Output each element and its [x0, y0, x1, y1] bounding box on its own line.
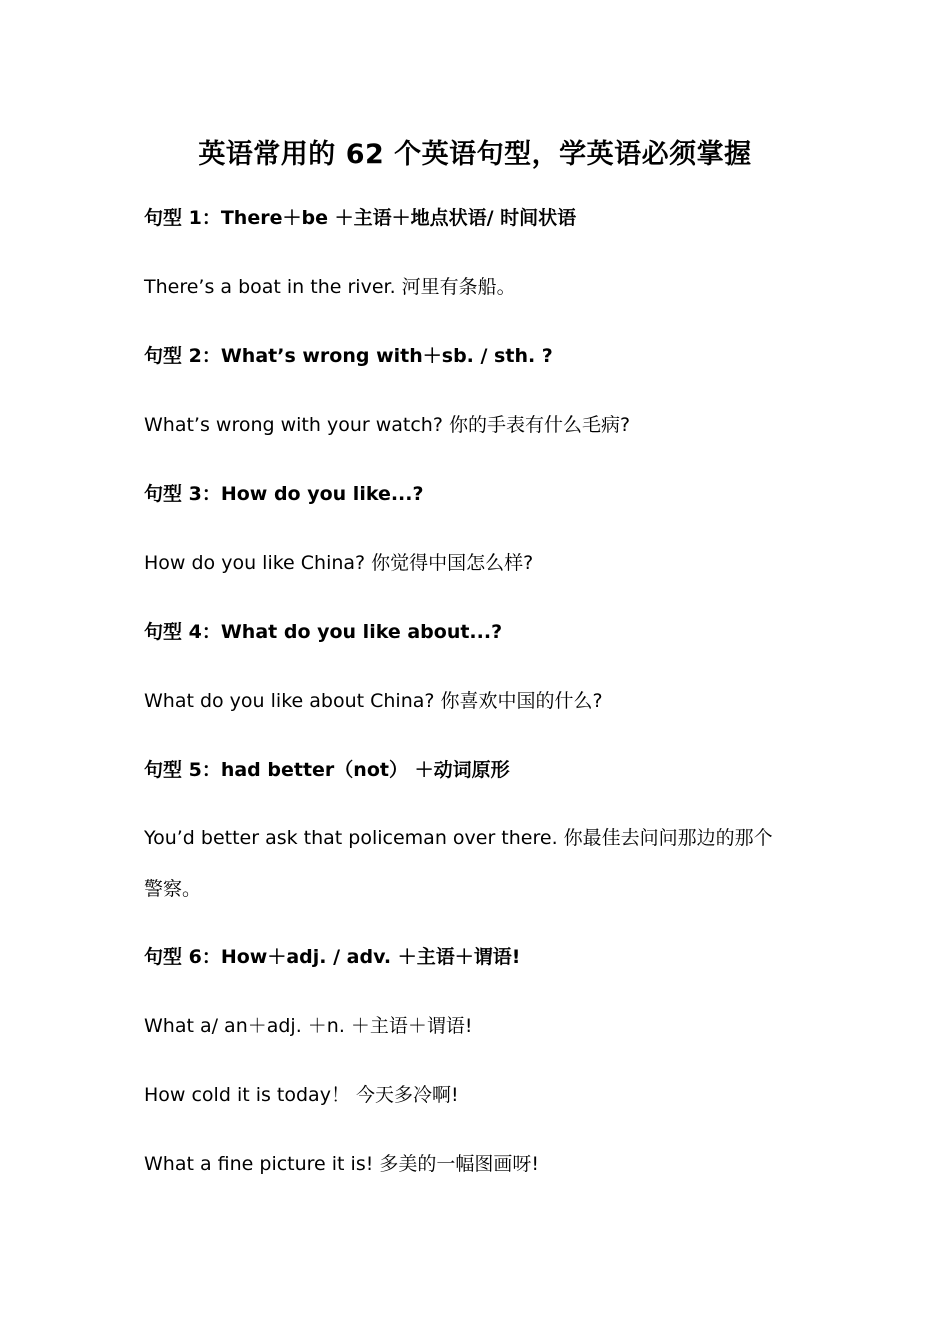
page-title: 英语常用的 62 个英语句型，学英语必须掌握 [198, 139, 752, 170]
example-sentence-2: What’s wrong with your watch? 你的手表有什么毛病? [144, 414, 631, 436]
example-sentence-4: What do you like about China? 你喜欢中国的什么? [144, 690, 603, 712]
pattern-heading-3: 句型 3：How do you like...? [144, 483, 424, 505]
example-sentence-1: There’s a boat in the river. 河里有条船。 [144, 276, 516, 298]
pattern-heading-6: 句型 6：How＋adj. / adv. ＋主语＋谓语! [144, 946, 521, 968]
example-sentence-5: You’d better ask that policeman over there. 你最佳去问问那边的那个 [144, 827, 773, 849]
example-sentence-3: How do you like China? 你觉得中国怎么样? [144, 552, 534, 574]
example-sentence-6b: What a fine picture it is! 多美的一幅图画呀! [144, 1153, 540, 1175]
pattern-heading-4: 句型 4：What do you like about...? [144, 621, 503, 643]
pattern-heading-5: 句型 5：had better（not） ＋动词原形 [144, 759, 510, 781]
pattern-heading-1: 句型 1：There＋be ＋主语＋地点状语/ 时间状语 [144, 207, 577, 229]
example-sentence-6a: How cold it is today！ 今天多冷啊! [144, 1084, 459, 1106]
example-sentence-5-continued: 警察。 [144, 878, 202, 900]
pattern-heading-2: 句型 2：What’s wrong with＋sb. / sth. ? [144, 345, 553, 367]
pattern-6-variant: What a/ an＋adj. ＋n. ＋主语＋谓语! [144, 1015, 473, 1037]
